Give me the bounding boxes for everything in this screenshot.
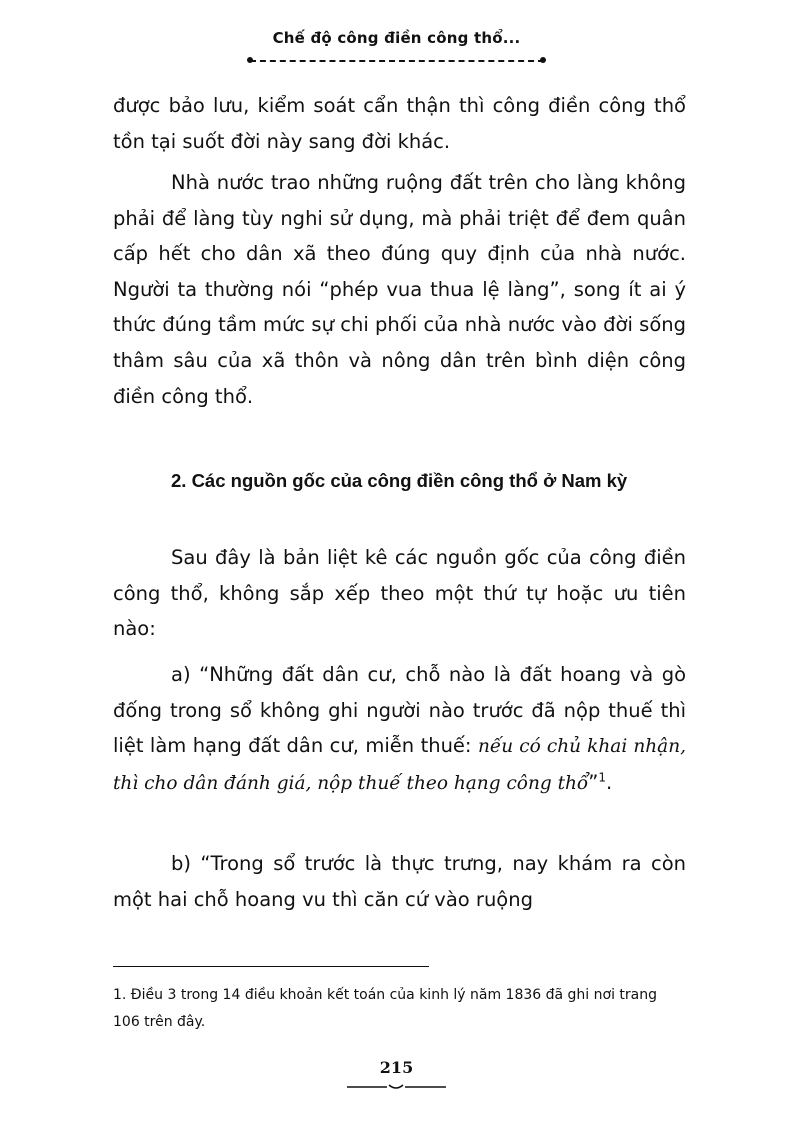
item-a-italic-text: nếu có chủ khai nhận, thì cho dân đánh giá, nộp thuế theo hạng công thổ xyxy=(113,736,686,794)
paragraph-list-intro: Sau đây là bản liệt kê các nguồn gốc của công điền công thổ, không sắp xếp theo một thứ tự hoặc ưu tiên nào: xyxy=(113,546,686,641)
header-divider-ornament-left xyxy=(247,57,253,63)
paragraph-continuation: được bảo lưu, kiểm soát cẩn thận thì công điền công thổ tồn tại suốt đời này sang đời khác. xyxy=(113,94,686,153)
paragraph-item-b: b) “Trong sổ trước là thực trưng, nay khám ra còn một hai chỗ hoang vu thì căn cứ vào ruộng xyxy=(113,852,686,911)
page-number: 215 xyxy=(379,1058,414,1077)
page-number-ornament-icon xyxy=(345,1083,448,1091)
footnote: 1. Điều 3 trong 14 điều khoản kết toán của kinh lý năm 1836 đã ghi nơi trang 106 trên đây. xyxy=(113,987,658,1030)
header-divider-ornament-right xyxy=(540,57,546,63)
item-a-text: a) “Những đất dân cư, chỗ nào là đất hoang và gò đống trong sổ không ghi người nào trước đã nộp thuế thì liệt làm hạng đất dân cư, miễn thuế: xyxy=(113,663,686,758)
footnote-reference[interactable]: 1 xyxy=(598,770,606,785)
running-title: Chế độ công điền công thổ... xyxy=(272,29,521,47)
header-divider xyxy=(250,60,544,62)
footnote-divider xyxy=(113,966,429,967)
running-header xyxy=(0,28,793,47)
paragraph-item-a xyxy=(113,657,686,801)
item-a-period: . xyxy=(606,770,613,794)
section-heading: 2. Các nguồn gốc của công điền công thổ ở Nam kỳ xyxy=(171,470,628,491)
item-a-close-quote: ” xyxy=(588,770,599,794)
paragraph-state-land: Nhà nước trao những ruộng đất trên cho làng không phải để làng tùy nghi sử dụng, mà phải triệt để đem quân cấp hết cho dân xã theo đúng quy định của nhà nước. Người ta thường nói “phép vua thua lệ làng”, song ít ai ý thức đúng tầm mức sự chi phối của nhà nước vào đời sống thâm sâu của xã thôn và nông dân trên bình diện công điền công thổ. xyxy=(113,171,686,408)
